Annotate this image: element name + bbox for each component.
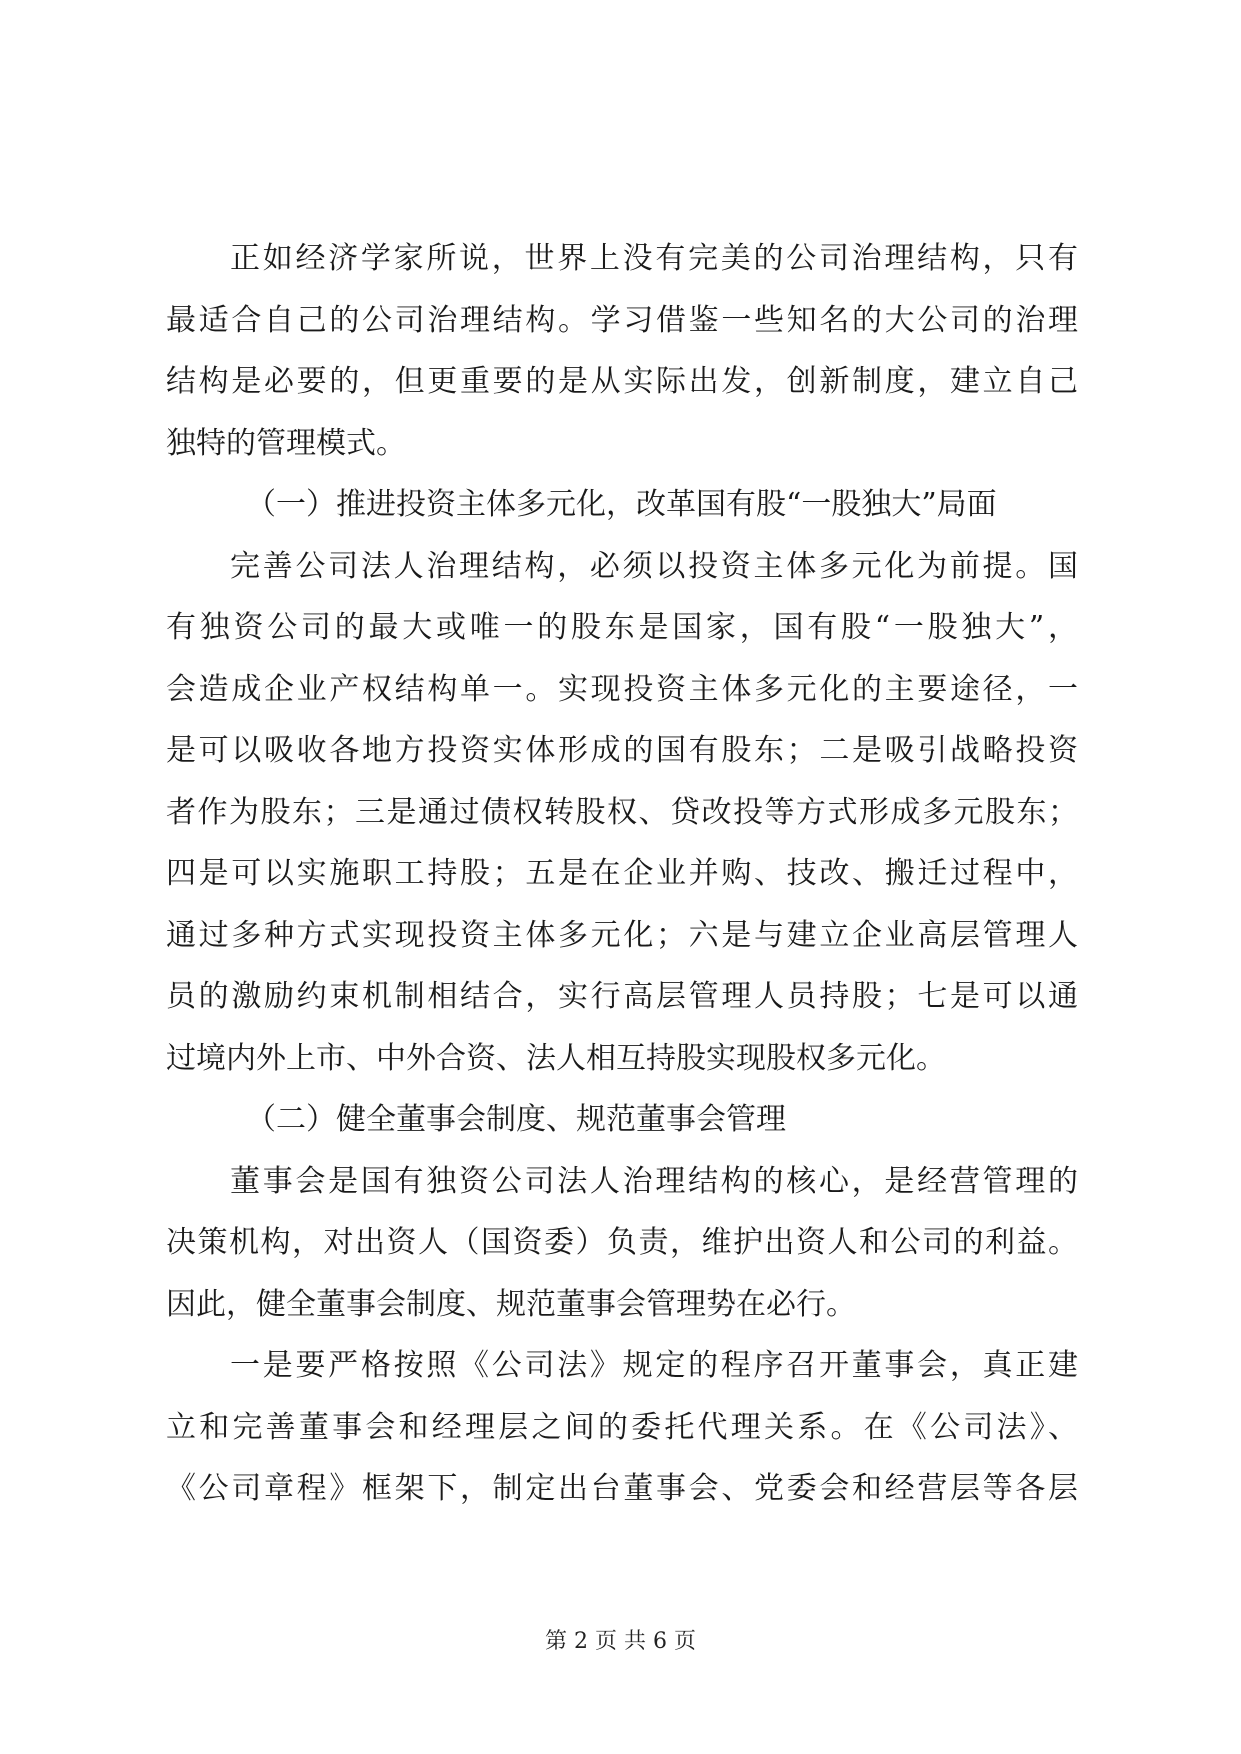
- paragraph-line: 通过多种方式实现投资主体多元化；六是与建立企业高层管理人: [166, 917, 1078, 953]
- paragraph-line: 完善公司法人治理结构，必须以投资主体多元化为前提。国: [230, 548, 1078, 584]
- paragraph-line: 四是可以实施职工持股；五是在企业并购、技改、搬迁过程中，: [166, 856, 1078, 891]
- paragraph-line: 因此，健全董事会制度、规范董事会管理势在必行。: [166, 1286, 856, 1322]
- section-heading: （一）推进投资主体多元化，改革国有股“一股独大”局面: [246, 487, 997, 522]
- paragraph-line: 最适合自己的公司治理结构。学习借鉴一些知名的大公司的治理: [166, 302, 1078, 338]
- paragraph-line: 员的激励约束机制相结合，实行高层管理人员持股；七是可以通: [166, 979, 1078, 1014]
- paragraph-line: 独特的管理模式。: [166, 425, 406, 461]
- paragraph-line: 正如经济学家所说，世界上没有完美的公司治理结构，只有: [230, 241, 1078, 276]
- paragraph-line: 是可以吸收各地方投资实体形成的国有股东；二是吸引战略投资: [166, 733, 1078, 768]
- section-heading: （二）健全董事会制度、规范董事会管理: [246, 1102, 786, 1137]
- paragraph-line: 《公司章程》框架下，制定出台董事会、党委会和经营层等各层: [166, 1471, 1078, 1506]
- paragraph-line: 董事会是国有独资公司法人治理结构的核心，是经营管理的: [230, 1163, 1078, 1199]
- paragraph-line: 结构是必要的，但更重要的是从实际出发，创新制度，建立自己: [166, 364, 1078, 399]
- paragraph-line: 会造成企业产权结构单一。实现投资主体多元化的主要途径，一: [166, 671, 1078, 707]
- document-body: [166, 228, 1078, 1520]
- paragraph-line: 过境内外上市、中外合资、法人相互持股实现股权多元化。: [166, 1040, 946, 1076]
- page-footer: 第 2 页 共 6 页: [545, 1629, 696, 1654]
- paragraph-line: 有独资公司的最大或唯一的股东是国家，国有股“一股独大”，: [166, 610, 1078, 645]
- paragraph-line: 立和完善董事会和经理层之间的委托代理关系。在《公司法》、: [166, 1409, 1078, 1445]
- paragraph-line: 决策机构，对出资人（国资委）负责，维护出资人和公司的利益。: [166, 1225, 1078, 1260]
- paragraph-line: 一是要严格按照《公司法》规定的程序召开董事会，真正建: [230, 1348, 1078, 1383]
- paragraph-line: 者作为股东；三是通过债权转股权、贷改投等方式形成多元股东；: [166, 794, 1078, 830]
